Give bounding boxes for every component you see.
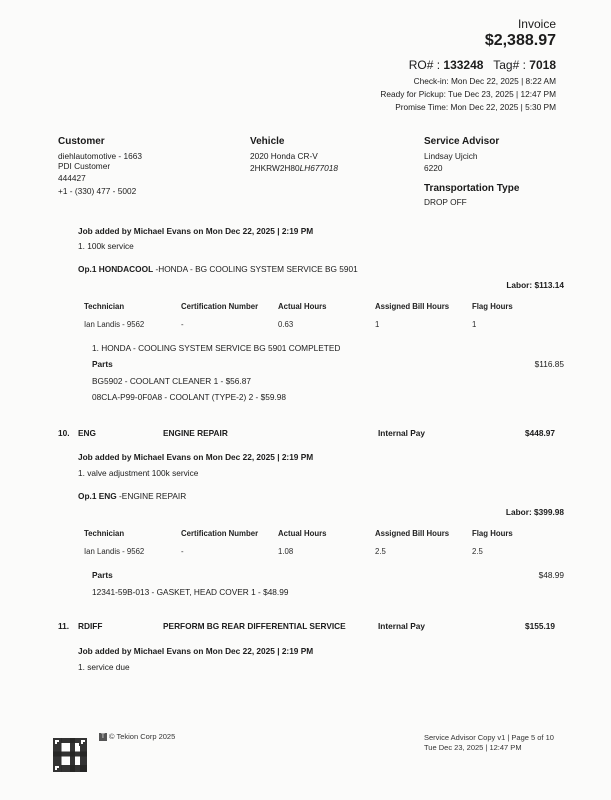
customer-name: diehlautomotive - 1663 xyxy=(58,151,142,161)
vehicle-model: 2020 Honda CR-V xyxy=(250,151,318,161)
transport-type: DROP OFF xyxy=(424,197,467,207)
job9-parts-label: Parts xyxy=(92,359,113,369)
customer-phone: +1 - (330) 477 - 5002 xyxy=(58,186,137,196)
job10-number: 10. xyxy=(58,428,70,438)
job9-part-2: 08CLA-P99-0F0A8 - COOLANT (TYPE-2) 2 - $59.98 xyxy=(92,392,286,402)
customer-type: PDI Customer xyxy=(58,161,111,171)
job10-th-technician: Technician xyxy=(84,529,125,538)
qr-code xyxy=(53,738,87,772)
job10-part-1: 12341-59B-013 - GASKET, HEAD COVER 1 - $48.99 xyxy=(92,587,289,597)
job10-labor: Labor: $399.98 xyxy=(505,507,564,517)
job9-th-cert: Certification Number xyxy=(181,302,259,311)
vin-suffix: LH677018 xyxy=(299,163,338,173)
job9-part-1: BG5902 - COOLANT CLEANER 1 - $56.87 xyxy=(92,376,251,386)
job9-actual-hours: 0.63 xyxy=(278,320,294,329)
customer-id: 444427 xyxy=(58,173,86,183)
job10-flag-hours: 2.5 xyxy=(472,547,483,556)
job9-th-flag: Flag Hours xyxy=(472,302,513,311)
job10-parts-total: $48.99 xyxy=(538,570,564,580)
job9-op-code: Op.1 HONDACOOL xyxy=(78,264,154,274)
vin-prefix: 2HKRW2H80 xyxy=(250,163,300,173)
promise-time: Promise Time: Mon Dec 22, 2025 | 5:30 PM xyxy=(395,102,556,112)
advisor-heading: Service Advisor xyxy=(424,136,500,147)
job10-added: Job added by Michael Evans on Mon Dec 22, 2025 | 2:19 PM xyxy=(78,452,314,462)
job9-flag-hours: 1 xyxy=(472,320,477,329)
job9-th-actual: Actual Hours xyxy=(278,302,327,311)
footer-printed-date: Tue Dec 23, 2025 | 12:47 PM xyxy=(424,743,522,752)
job9-bill-hours: 1 xyxy=(375,320,380,329)
job9-added: Job added by Michael Evans on Mon Dec 22, 2025 | 2:19 PM xyxy=(78,226,314,236)
job9-technician: Ian Landis - 9562 xyxy=(84,320,145,329)
job10-op-code: Op.1 ENG xyxy=(78,491,117,501)
job11-added: Job added by Michael Evans on Mon Dec 22, 2025 | 2:19 PM xyxy=(78,646,314,656)
job10-bill-hours: 2.5 xyxy=(375,547,386,556)
ro-number: 133248 xyxy=(443,58,484,72)
ro-label: RO# xyxy=(408,58,434,72)
job11-pay-type: Internal Pay xyxy=(378,621,426,631)
job11-total: $155.19 xyxy=(525,621,555,631)
vehicle-heading: Vehicle xyxy=(250,136,285,147)
job10-technician: Ian Landis - 9562 xyxy=(84,547,145,556)
job10-th-flag: Flag Hours xyxy=(472,529,513,538)
transport-heading: Transportation Type xyxy=(424,183,520,194)
job9-op-desc: -HONDA - BG COOLING SYSTEM SERVICE BG 5901 xyxy=(153,264,358,274)
job9-th-technician: Technician xyxy=(84,302,125,311)
job10-op-desc: -ENGINE REPAIR xyxy=(116,491,187,501)
job10-code: ENG xyxy=(78,428,96,438)
job10-parts-label: Parts xyxy=(92,570,113,580)
advisor-number: 6220 xyxy=(424,163,443,173)
job11-note: 1. service due xyxy=(78,662,130,672)
job9-operation xyxy=(78,264,358,274)
job10-note: 1. valve adjustment 100k service xyxy=(78,468,199,478)
job9-parts-total: $116.85 xyxy=(534,359,564,369)
job10-actual-hours: 1.08 xyxy=(278,547,294,556)
vehicle-vin xyxy=(250,163,338,173)
job11-number: 11. xyxy=(58,621,70,631)
pickup-time: Ready for Pickup: Tue Dec 23, 2025 | 12:47 PM xyxy=(380,89,556,99)
invoice-total: $2,388.97 xyxy=(484,32,556,49)
job10-cert: - xyxy=(181,547,184,556)
job10-pay-type: Internal Pay xyxy=(378,428,426,438)
job9-note: 1. 100k service xyxy=(78,241,134,251)
document-type: Invoice xyxy=(517,17,556,31)
ro-tag-line: RO# : 133248 Tag# : 7018 xyxy=(408,58,556,72)
job10-operation xyxy=(78,491,186,501)
job10-th-cert: Certification Number xyxy=(181,529,259,538)
job9-labor: Labor: $113.14 xyxy=(506,280,564,290)
job10-th-actual: Actual Hours xyxy=(278,529,327,538)
job10-title: ENGINE REPAIR xyxy=(163,428,228,438)
checkin-time: Check-in: Mon Dec 22, 2025 | 8:22 AM xyxy=(413,76,556,86)
job11-title: PERFORM BG REAR DIFFERENTIAL SERVICE xyxy=(163,621,346,631)
customer-heading: Customer xyxy=(58,136,105,147)
footer-copyright xyxy=(99,732,175,741)
footer-copy-info: Service Advisor Copy v1 | Page 5 of 10 xyxy=(424,733,554,742)
job11-code: RDIFF xyxy=(78,621,103,631)
tag-label: Tag# xyxy=(493,58,520,72)
copyright-text: © Tekion Corp 2025 xyxy=(109,732,176,741)
job10-total: $448.97 xyxy=(525,428,555,438)
job9-th-bill: Assigned Bill Hours xyxy=(375,302,450,311)
job10-th-bill: Assigned Bill Hours xyxy=(375,529,450,538)
job9-cert: - xyxy=(181,320,184,329)
job9-completed: 1. HONDA - COOLING SYSTEM SERVICE BG 5901 COMPLETED xyxy=(92,343,341,353)
tekion-logo-icon: T xyxy=(99,733,107,741)
tag-number: 7018 xyxy=(529,58,556,72)
advisor-name: Lindsay Ujcich xyxy=(424,151,478,161)
